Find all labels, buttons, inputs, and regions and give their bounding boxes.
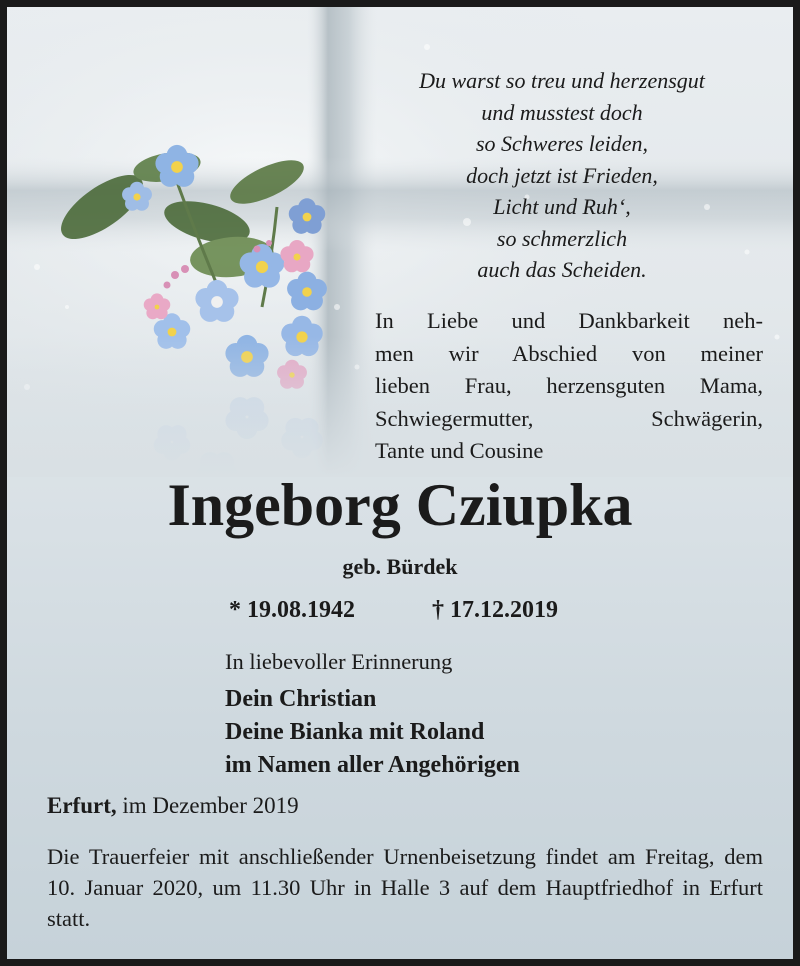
signer: Dein Christian — [225, 686, 377, 712]
deceased-name: Ingeborg Cziupka — [167, 472, 633, 538]
intro-text — [375, 305, 763, 468]
poem — [357, 65, 767, 286]
intro-line: lieben Frau, herzensguten Mama, — [375, 373, 763, 398]
remembrance-heading: In liebevoller Erinnerung — [225, 649, 453, 674]
signer: im Namen aller Angehörigen — [225, 752, 520, 778]
date: im Dezember 2019 — [122, 793, 299, 818]
signer: Deine Bianka mit Roland — [225, 719, 485, 745]
intro-line: Schwiegermutter, Schwägerin, — [375, 405, 763, 431]
intro-line: men wir Abschied von meiner — [375, 340, 763, 366]
poem-line: so Schweres leiden, — [475, 131, 649, 156]
intro-line: In Liebe und Dankbarkeit neh- — [375, 308, 763, 333]
birth-date: * 19.08.1942 — [229, 597, 355, 623]
intro-line: Tante und Cousine — [375, 438, 544, 463]
maiden-name: geb. Bürdek — [342, 554, 458, 579]
death-date: † 17.12.2019 — [432, 597, 558, 623]
poem-line: Licht und Ruh‘, — [493, 194, 631, 219]
poem-line: Du warst so treu und herzensgut — [419, 68, 705, 93]
poem-line: doch jetzt ist Frieden, — [466, 162, 658, 188]
funeral-notice — [47, 841, 763, 934]
place-date — [47, 793, 299, 819]
poem-line: auch das Scheiden. — [477, 257, 647, 282]
poem-line: so schmerzlich — [496, 225, 628, 251]
funeral-text: Die Trauerfeier mit anschließender Urnenbeisetzung findet am Freitag, dem 10. Januar 2020, um 11.30 Uhr in Halle 3 auf dem Hauptfriedhof in Erfurt statt. — [47, 844, 763, 931]
place: Erfurt, — [47, 793, 117, 818]
signers — [225, 683, 520, 782]
poem-line: und musstest doch — [481, 99, 643, 125]
